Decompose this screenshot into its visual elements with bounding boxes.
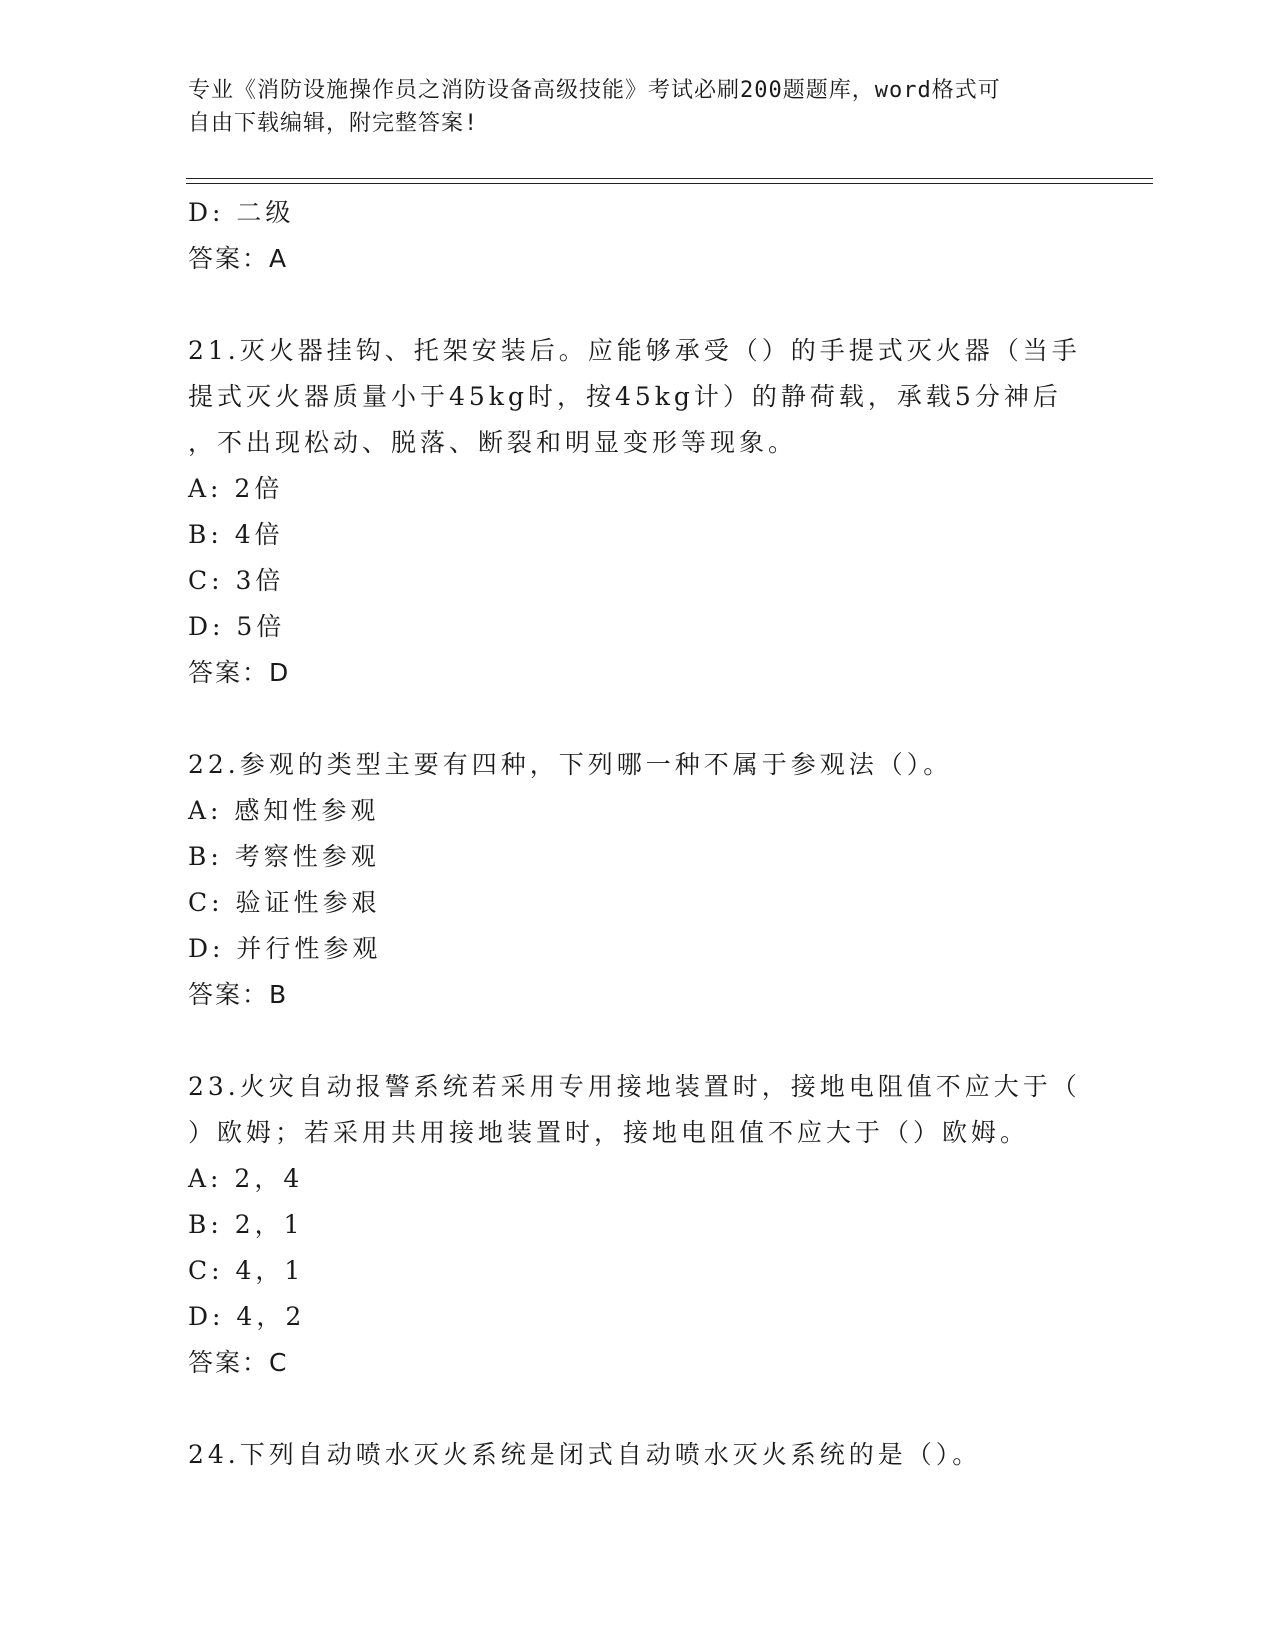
header-line-1: 专业《消防设施操作员之消防设备高级技能》考试必刷200题题库，word格式可 bbox=[188, 78, 1001, 103]
question-21 bbox=[188, 328, 1138, 696]
question-22-line-1: 22.参观的类型主要有四种，下列哪一种不属于参观法（）。 bbox=[188, 750, 953, 779]
question-22-option-b: B: 考察性参观 bbox=[188, 842, 380, 871]
header-rule-bottom bbox=[186, 183, 1153, 184]
spacer bbox=[188, 1018, 1138, 1064]
question-22 bbox=[188, 742, 1138, 1018]
question-21-option-a: A: 2倍 bbox=[188, 474, 284, 503]
header-line-2: 自由下载编辑，附完整答案! bbox=[188, 111, 479, 136]
question-21-line-2: 提式灭火器质量小于45kg时，按45kg计）的静荷载，承载5分神后 bbox=[188, 382, 1062, 411]
question-21-line-1: 21.灭火器挂钩、托架安装后。应能够承受（）的手提式灭火器（当手 bbox=[188, 336, 1081, 365]
question-24-line-1: 24.下列自动喷水灭火系统是闭式自动喷水灭火系统的是（）。 bbox=[188, 1440, 982, 1469]
question-24 bbox=[188, 1432, 1138, 1478]
question-23-option-d: D: 4，2 bbox=[188, 1302, 306, 1331]
question-21-answer: 答案：D bbox=[188, 658, 291, 687]
question-23-answer: 答案：C bbox=[188, 1348, 289, 1377]
question-23 bbox=[188, 1064, 1138, 1386]
question-22-answer: 答案：B bbox=[188, 980, 289, 1009]
question-23-option-b: B: 2，1 bbox=[188, 1210, 304, 1239]
question-23-line-2: ）欧姆；若采用共用接地装置时，接地电阻值不应大于（）欧姆。 bbox=[188, 1118, 1030, 1147]
question-22-option-d: D: 并行性参观 bbox=[188, 934, 382, 963]
question-21-option-c: C: 3倍 bbox=[188, 566, 285, 595]
question-23-option-c: C: 4，1 bbox=[188, 1256, 305, 1285]
question-21-option-d: D: 5倍 bbox=[188, 612, 286, 641]
header-rule-top bbox=[186, 178, 1153, 179]
question-22-option-c: C: 验证性参艰 bbox=[188, 888, 381, 917]
prev-question-option-d: D: 二级 bbox=[188, 198, 295, 227]
question-23-line-1: 23.火灾自动报警系统若采用专用接地装置时，接地电阻值不应大于（ bbox=[188, 1072, 1081, 1101]
question-23-option-a: A: 2，4 bbox=[188, 1164, 304, 1193]
question-22-option-a: A: 感知性参观 bbox=[188, 796, 380, 825]
question-21-option-b: B: 4倍 bbox=[188, 520, 284, 549]
spacer bbox=[188, 696, 1138, 742]
document-header bbox=[188, 74, 1088, 140]
spacer bbox=[188, 1386, 1138, 1432]
spacer bbox=[188, 282, 1138, 328]
question-list bbox=[188, 190, 1138, 1478]
question-21-line-3: ，不出现松动、脱落、断裂和明显变形等现象。 bbox=[188, 428, 798, 457]
prev-question-answer: 答案：A bbox=[188, 244, 289, 273]
